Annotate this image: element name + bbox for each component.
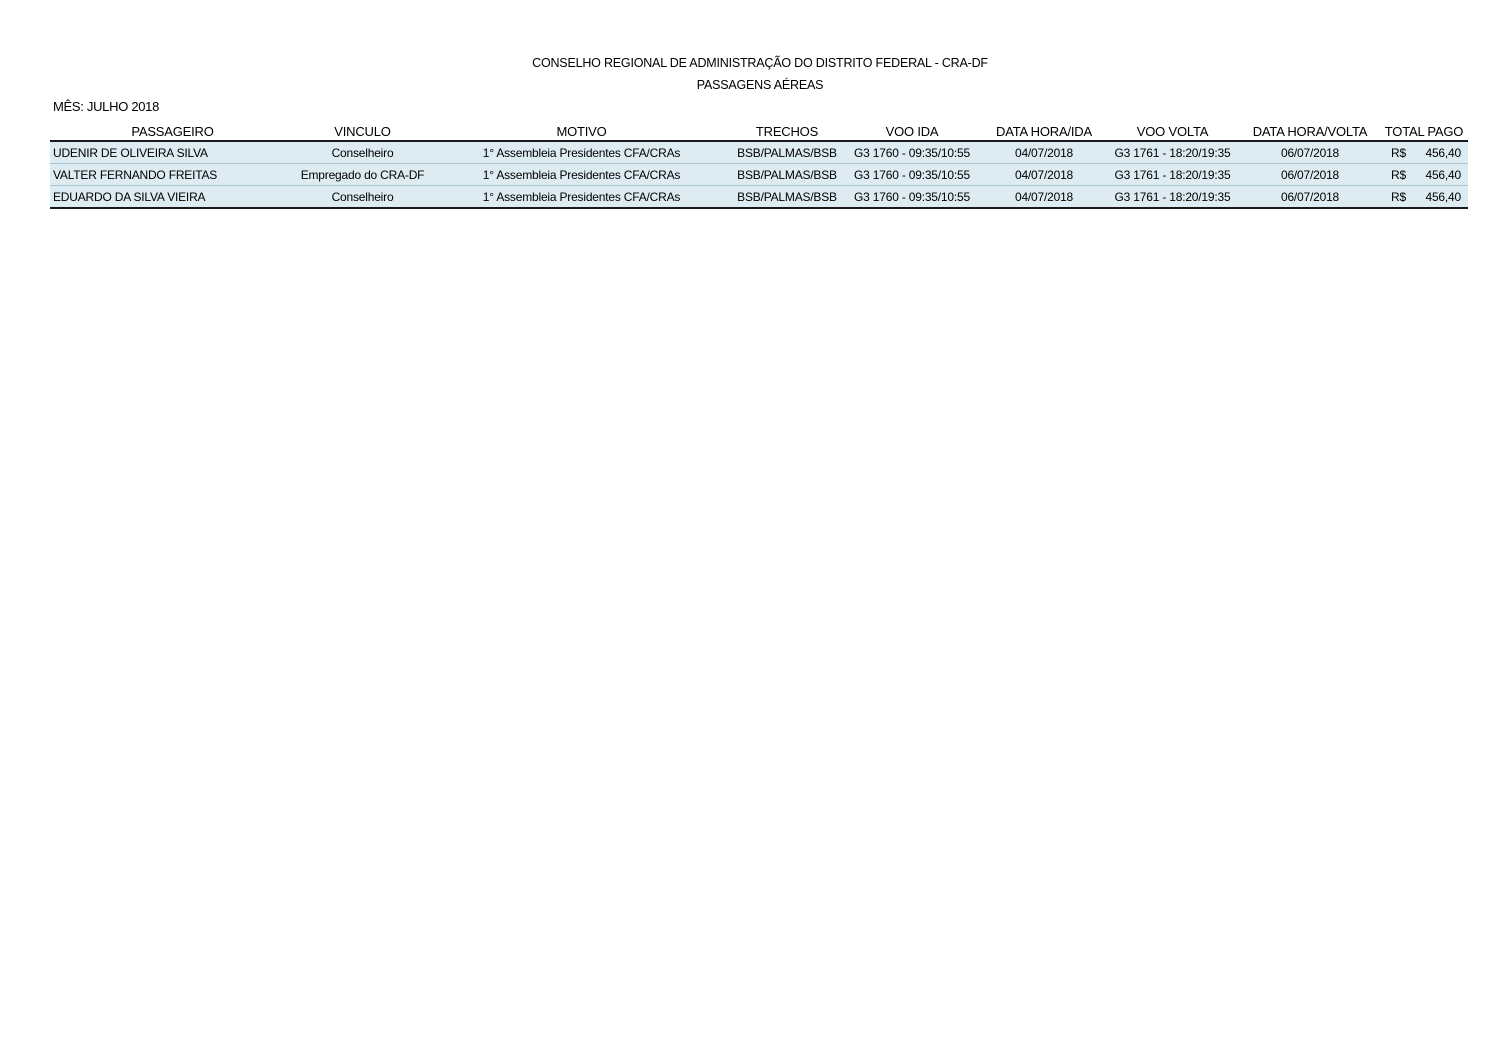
cell-motivo: 1° Assembleia Presidentes CFA/CRAs: [430, 141, 733, 164]
col-header-vinculo: VINCULO: [295, 118, 430, 141]
cell-total: [1380, 141, 1468, 164]
cell-voo-ida: G3 1760 - 09:35/10:55: [841, 141, 983, 164]
cell-trechos: BSB/PALMAS/BSB: [733, 186, 841, 209]
cell-total: [1380, 186, 1468, 209]
cell-passageiro: VALTER FERNANDO FREITAS: [50, 164, 295, 186]
cell-voo-volta: G3 1761 - 18:20/19:35: [1105, 164, 1240, 186]
cell-vinculo: Conselheiro: [295, 186, 430, 209]
cell-voo-ida: G3 1760 - 09:35/10:55: [841, 164, 983, 186]
cell-data-ida: 04/07/2018: [983, 141, 1105, 164]
col-header-voo-volta: VOO VOLTA: [1105, 118, 1240, 141]
cell-passageiro: UDENIR DE OLIVEIRA SILVA: [50, 141, 295, 164]
col-header-data-hora-volta: DATA HORA/VOLTA: [1240, 118, 1380, 141]
col-header-trechos: TRECHOS: [733, 118, 841, 141]
cell-data-volta: 06/07/2018: [1240, 186, 1380, 209]
cell-data-ida: 04/07/2018: [983, 164, 1105, 186]
document-title: CONSELHO REGIONAL DE ADMINISTRAÇÃO DO DISTRITO FEDERAL - CRA-DF: [532, 56, 988, 70]
cell-vinculo: Conselheiro: [295, 141, 430, 164]
table-header-row: [50, 118, 1468, 141]
currency-symbol: R$: [1391, 167, 1406, 182]
cell-data-ida: 04/07/2018: [983, 186, 1105, 209]
report-month: MÊS: JULHO 2018: [53, 99, 160, 114]
col-header-total-pago: TOTAL PAGO: [1380, 118, 1468, 141]
cell-data-volta: 06/07/2018: [1240, 141, 1380, 164]
col-header-passageiro: PASSAGEIRO: [50, 118, 295, 141]
cell-data-volta: 06/07/2018: [1240, 164, 1380, 186]
cell-vinculo: Empregado do CRA-DF: [295, 164, 430, 186]
cell-trechos: BSB/PALMAS/BSB: [733, 164, 841, 186]
cell-trechos: BSB/PALMAS/BSB: [733, 141, 841, 164]
table-row: [50, 141, 1468, 164]
table-row: [50, 186, 1468, 209]
amount: 456,40: [1425, 145, 1461, 160]
currency-symbol: R$: [1391, 189, 1406, 204]
cell-voo-volta: G3 1761 - 18:20/19:35: [1105, 141, 1240, 164]
currency-symbol: R$: [1391, 145, 1406, 160]
cell-motivo: 1° Assembleia Presidentes CFA/CRAs: [430, 186, 733, 209]
cell-total: [1380, 164, 1468, 186]
tickets-table: [50, 118, 1468, 209]
amount: 456,40: [1425, 189, 1461, 204]
cell-voo-volta: G3 1761 - 18:20/19:35: [1105, 186, 1240, 209]
col-header-motivo: MOTIVO: [430, 118, 733, 141]
cell-passageiro: EDUARDO DA SILVA VIEIRA: [50, 186, 295, 209]
amount: 456,40: [1425, 167, 1461, 182]
col-header-data-hora-ida: DATA HORA/IDA: [983, 118, 1105, 141]
col-header-voo-ida: VOO IDA: [841, 118, 983, 141]
cell-motivo: 1° Assembleia Presidentes CFA/CRAs: [430, 164, 733, 186]
document-subtitle: PASSAGENS AÉREAS: [696, 78, 824, 92]
cell-voo-ida: G3 1760 - 09:35/10:55: [841, 186, 983, 209]
table-row: [50, 164, 1468, 186]
